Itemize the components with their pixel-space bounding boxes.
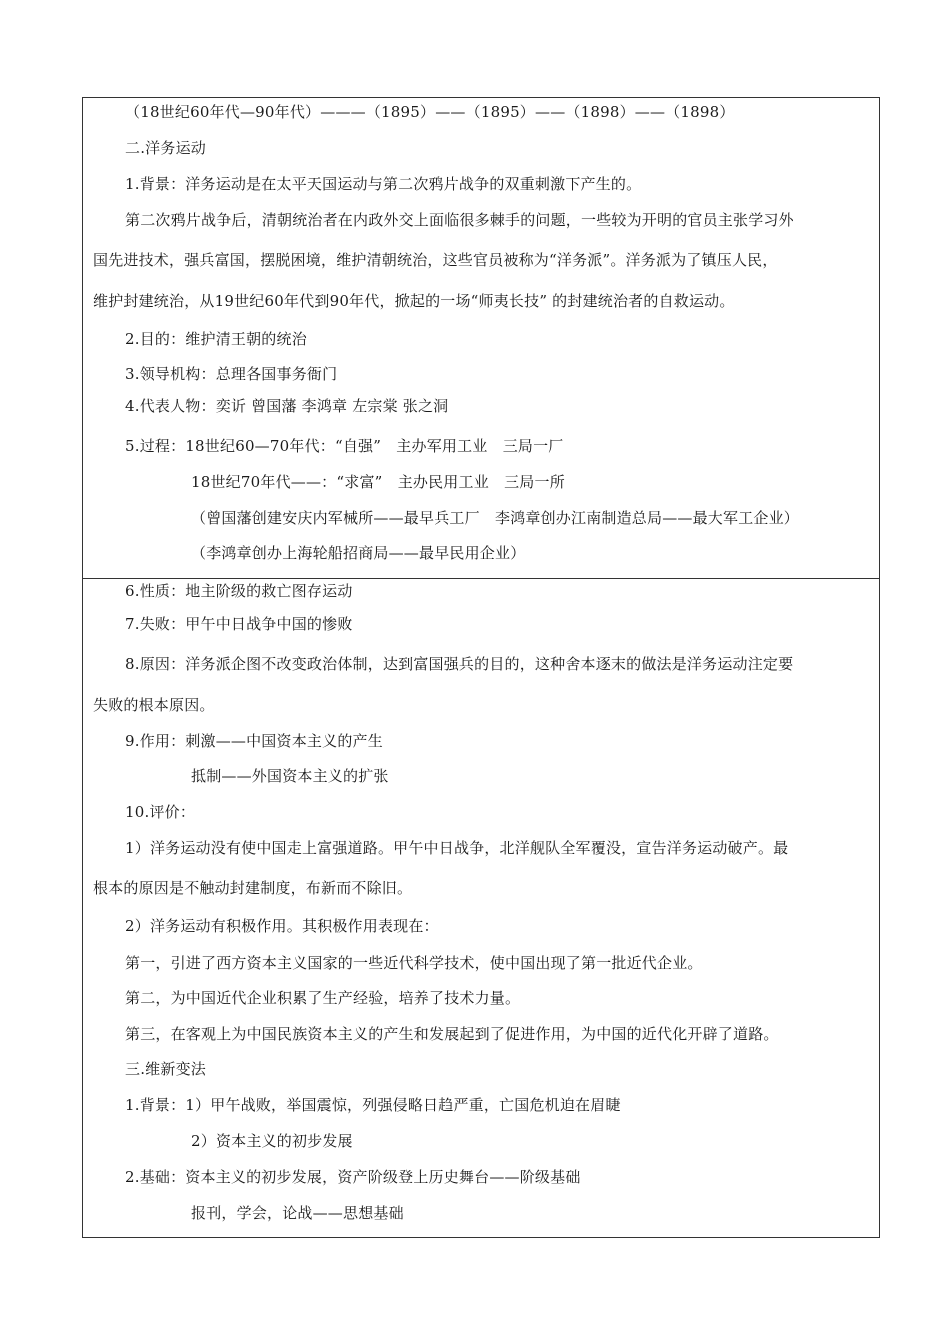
timeline-years: （18世纪60年代—90年代）———（1895）——（1895）——（1898）——（1898） [125,103,735,121]
cause-item: 8.原因：洋务派企图不改变政治体制，达到富国强兵的目的，这种舍本逐末的做法是洋务运动注定要 [125,655,794,673]
lesson-table [82,97,880,1238]
process-note: （曾国藩创建安庆内军械所——最早兵工厂 李鸿章创办江南制造总局——最大军工企业） [191,509,800,527]
purpose-item: 2.目的：维护清王朝的统治 [125,330,307,348]
reform-basis-item: 2.基础：资本主义的初步发展，资产阶级登上历史舞台——阶级基础 [125,1168,581,1186]
effect-subitem: 抵制——外国资本主义的扩张 [191,767,389,785]
paragraph-line: 第二次鸦片战争后，清朝统治者在内政外交上面临很多棘手的问题，一些较为开明的官员主张学习外 [125,211,794,229]
section-heading-westernization: 二.洋务运动 [125,139,206,157]
nature-item: 6.性质：地主阶级的救亡图存运动 [125,582,353,600]
process-item: 5.过程：18世纪60—70年代：“自强” 主办军用工业 三局一厂 [125,437,564,455]
section-heading-reform: 三.维新变法 [125,1060,206,1078]
evaluation-point: 1）洋务运动没有使中国走上富强道路。甲午中日战争，北洋舰队全军覆没，宣告洋务运动破产。最 [125,839,789,857]
evaluation-continuation: 根本的原因是不触动封建制度，布新而不除旧。 [93,879,413,897]
evaluation-item: 10.评价： [125,803,196,821]
evaluation-detail: 第二，为中国近代企业积累了生产经验，培养了技术力量。 [125,989,521,1007]
process-subitem: 18世纪70年代——：“求富” 主办民用工业 三局一所 [191,473,565,491]
paragraph-line: 维护封建统治，从19世纪60年代到90年代，掀起的一场“师夷长技” 的封建统治者的自救运动。 [93,292,735,310]
evaluation-point: 2）洋务运动有积极作用。其积极作用表现在： [125,917,439,935]
reform-background-item: 1.背景：1）甲午战败，举国震惊，列强侵略日趋严重，亡国危机迫在眉睫 [125,1096,621,1114]
background-item: 1.背景：洋务运动是在太平天国运动与第二次鸦片战争的双重刺激下产生的。 [125,175,642,193]
process-note: （李鸿章创办上海轮船招商局——最早民用企业） [191,544,526,562]
representatives-item: 4.代表人物：奕䜣 曾国藩 李鸿章 左宗棠 张之洞 [125,397,449,415]
cause-continuation: 失败的根本原因。 [93,696,215,714]
reform-basis-subitem: 报刊，学会，论战——思想基础 [191,1204,404,1222]
reform-background-subitem: 2）资本主义的初步发展 [191,1132,353,1150]
paragraph-line: 国先进技术，强兵富国，摆脱困境，维护清朝统治，这些官员被称为“洋务派”。洋务派为了镇压人民， [93,251,778,269]
leadership-item: 3.领导机构：总理各国事务衙门 [125,365,338,383]
evaluation-detail: 第三，在客观上为中国民族资本主义的产生和发展起到了促进作用，为中国的近代化开辟了道路。 [125,1025,779,1043]
table-row-divider [83,578,879,579]
evaluation-detail: 第一，引进了西方资本主义国家的一些近代科学技术，使中国出现了第一批近代企业。 [125,954,703,972]
effect-item: 9.作用：刺激——中国资本主义的产生 [125,732,383,750]
failure-item: 7.失败：甲午中日战争中国的惨败 [125,615,353,633]
